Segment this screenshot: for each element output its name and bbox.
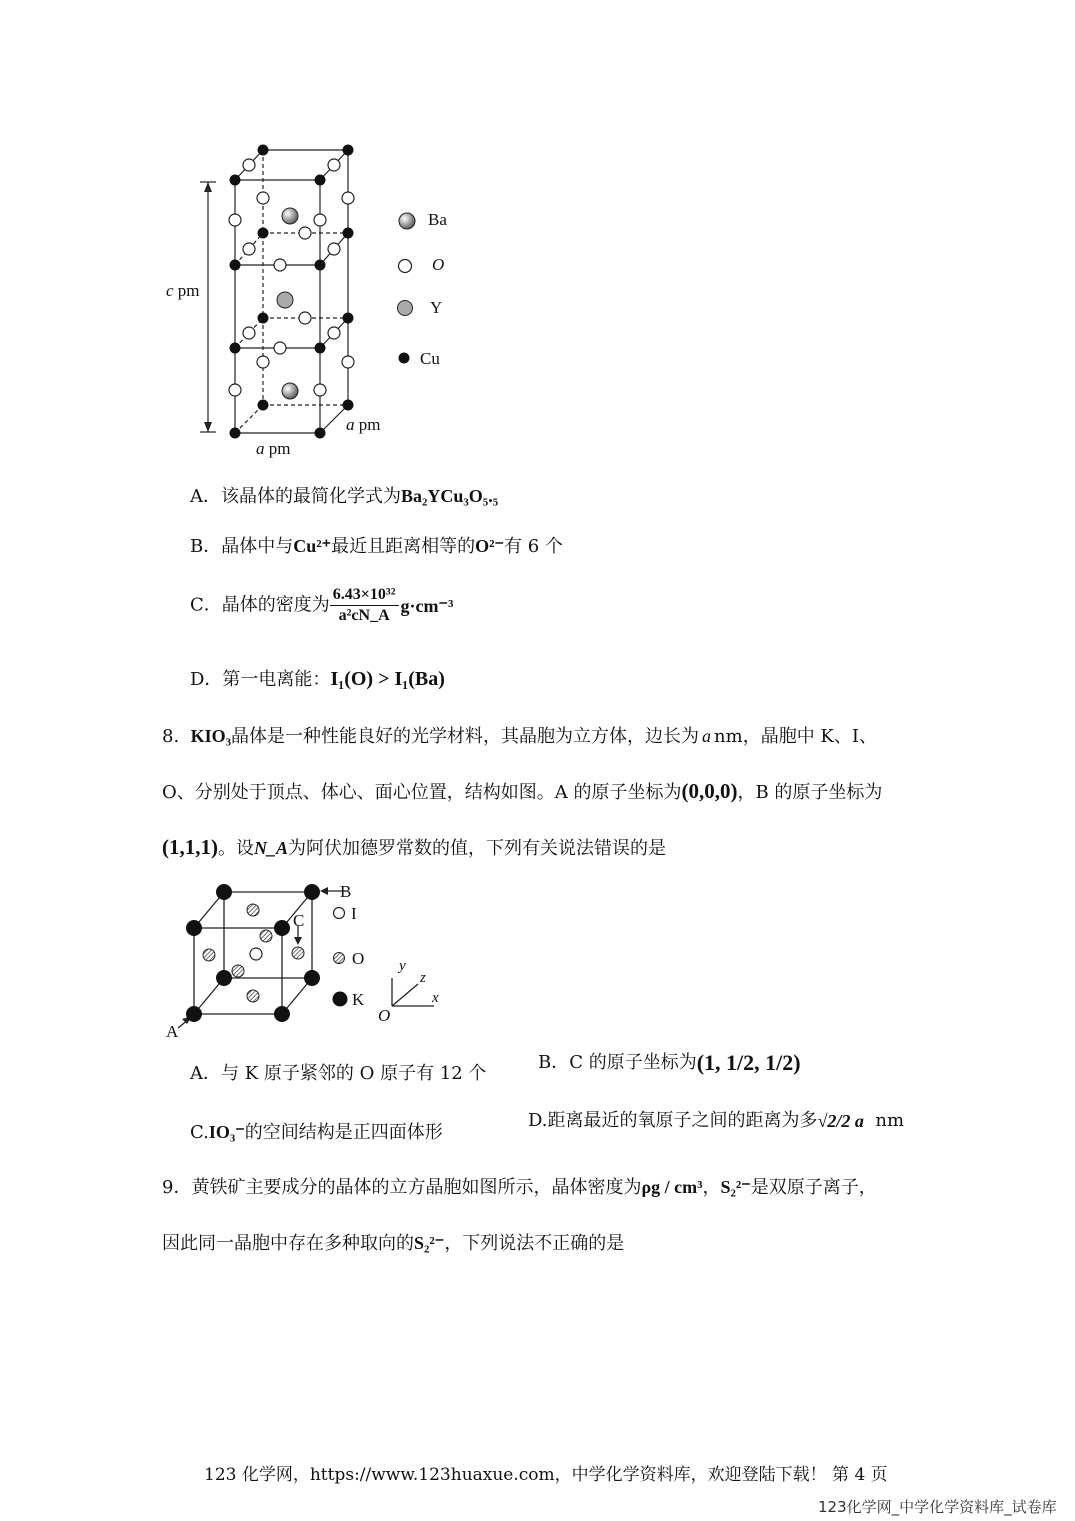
q9-stem-line1: 9．黄铁矿主要成分的晶体的立方晶胞如图所示，晶体密度为ρg / cm³，S₂²⁻是双原子离子， [162,1177,877,1198]
q7-option-d: D．第一电离能：I₁(O) > I₁(Ba) [190,668,445,690]
fig2-label-c: C [293,911,305,930]
q8-option-d: D.距离最近的氧原子之间的距离为多√2/2 a nm [528,1110,905,1131]
page-footer: 123 化学网，https://www.123huaxue.com，中学化学资料库，欢迎登陆下载！ 第 4 页 [204,1465,888,1485]
crystal-figure-2 [160,878,460,1043]
q7-option-b: B．晶体中与Cu²⁺最近且距离相等的O²⁻有 6 个 [190,536,563,557]
dimension-a-depth-label: a pm [346,415,381,434]
q8-option-b: B．C 的原子坐标为(1, 1/2, 1/2) [538,1050,801,1075]
legend-cu-label: Cu [420,349,440,368]
fig2-label-a: A [166,1022,179,1041]
legend-ba-label: Ba [428,210,447,229]
axis-x-label: x [432,990,439,1006]
fig2-legend-i: I [351,904,357,923]
fig2-legend-k: K [352,990,365,1009]
fig2-legend-o: O [352,949,365,968]
legend-y-label: Y [430,298,443,317]
formula-ybco: Ba₂YCu₃O₅.₅ [401,486,499,506]
q8-stem-line2: O、分别处于顶点、体心、面心位置，结构如图。A 的原子坐标为(0,0,0)，B 的原子坐标为 [162,779,883,803]
fig2-label-b: B [340,882,352,901]
q8-stem-line3: (1,1,1)。设N_A为阿伏加德罗常数的值，下列有关说法错误的是 [162,835,667,859]
dimension-c-label: c pm [166,281,200,300]
watermark: 123化学网_中学化学资料库_试卷库 [818,1498,1057,1516]
q8-stem-line1: 8. KIO₃晶体是一种性能良好的光学材料，其晶胞为立方体，边长为 a nm，晶胞中 K、I、 [162,726,877,747]
axis-origin-label: O [378,1006,391,1025]
q7-option-a: A．该晶体的最简化学式为Ba₂YCu₃O₅.₅ [190,486,499,507]
density-fraction: $\frac{\text{6.43×10³²}}{\text{a²cN\_A}}$ [330,585,399,626]
q8-option-c: C.IO₃⁻的空间结构是正四面体形 [190,1122,443,1143]
distance-expression: √2/2 a [817,1111,864,1131]
axis-y-label: y [399,958,406,974]
q8-option-a: A．与 K 原子紧邻的 O 原子有 12 个 [190,1063,487,1084]
q9-stem-line2: 因此同一晶胞中存在多种取向的S₂²⁻，下列说法不正确的是 [162,1233,625,1254]
axis-z-label: z [420,970,426,986]
q7-option-c: C．晶体的密度为 $\frac{\text{6.43×10³²}}{\text{a²cN\_A}}$ g·cm⁻³ [190,586,454,624]
coord-c: (1, 1/2, 1/2) [696,1050,801,1075]
dimension-a-width-label: a pm [256,439,291,458]
legend-o-label: O [432,255,445,274]
